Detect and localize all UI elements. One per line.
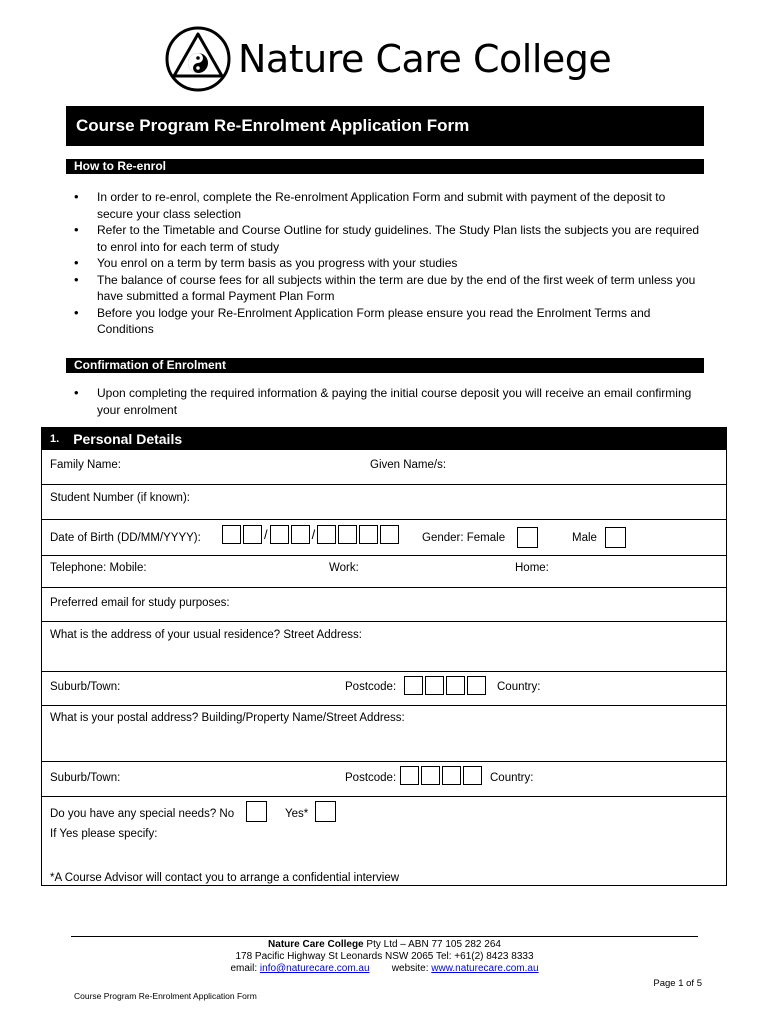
mobile-field[interactable]: Telephone: Mobile: (50, 562, 147, 574)
telephone-row (42, 555, 726, 587)
document-name: Course Program Re-Enrolment Application Form (74, 991, 257, 1001)
personal-details-header (42, 428, 726, 450)
residence-address-field[interactable]: What is the address of your usual residence? Street Address: (50, 629, 362, 641)
how-to-heading: How to Re-enrol (66, 157, 704, 173)
footer-divider (71, 936, 698, 937)
website-link[interactable]: www.naturecare.com.au (431, 963, 539, 974)
form-title: Course Program Re-Enrolment Application Form (66, 106, 704, 146)
footer (71, 939, 698, 975)
residence-country-field[interactable]: Country: (497, 681, 541, 693)
company-abn: Pty Ltd – ABN 77 105 282 264 (363, 939, 501, 950)
yes-label: Yes* (285, 808, 309, 820)
yin-yang-triangle-icon (164, 26, 232, 92)
college-logo (164, 26, 611, 92)
dob-label: Date of Birth (DD/MM/YYYY): (50, 532, 201, 544)
company-line (71, 939, 698, 951)
residence-postcode-boxes[interactable] (404, 676, 488, 695)
special-needs-yes-checkbox[interactable] (315, 801, 336, 822)
how-to-list (74, 189, 704, 338)
special-needs-label: Do you have any special needs? No (50, 808, 235, 820)
personal-details-section (41, 427, 727, 886)
postcode-label: Postcode: (345, 772, 397, 784)
section-title: Personal Details (73, 431, 183, 447)
list-item: • Upon completing the required information & paying the initial course deposit you will receive an email confirming your enrolment (74, 385, 704, 418)
company-name: Nature Care College (268, 939, 364, 950)
confirmation-heading: Confirmation of Enrolment (66, 356, 704, 372)
address-line: 178 Pacific Highway St Leonards NSW 2065 Tel: +61(2) 8423 8333 (235, 951, 534, 962)
work-phone-field[interactable]: Work: (329, 562, 359, 574)
male-checkbox[interactable] (605, 527, 626, 548)
email-link[interactable]: info@naturecare.com.au (259, 963, 370, 974)
postal-postcode-boxes[interactable] (400, 766, 484, 785)
student-number-field[interactable]: Student Number (if known): (50, 492, 190, 504)
website-label: website: (391, 963, 432, 974)
dob-gender-row (42, 519, 726, 555)
logo-text: Nature Care College (238, 37, 612, 81)
postal-suburb-row (42, 761, 726, 796)
female-checkbox[interactable] (517, 527, 538, 548)
family-name-field[interactable]: Family Name: (50, 459, 121, 471)
residence-suburb-row (42, 671, 726, 705)
given-names-field[interactable]: Given Name/s: (370, 459, 447, 471)
list-item: • Refer to the Timetable and Course Outline for study guidelines. The Study Plan lists the subjects you are required to enrol into for each term of study (74, 222, 704, 255)
confirmation-list (74, 385, 704, 418)
postal-country-field[interactable]: Country: (490, 772, 534, 784)
list-item: • In order to re-enrol, complete the Re-enrolment Application Form and submit with payment of the deposit to secure your class selection (74, 189, 704, 222)
student-number-row (42, 484, 726, 519)
email-field[interactable]: Preferred email for study purposes: (50, 597, 230, 609)
postal-address-field[interactable]: What is your postal address? Building/Property Name/Street Address: (50, 712, 405, 724)
dob-boxes[interactable]: / / (222, 525, 401, 544)
home-phone-field[interactable]: Home: (515, 562, 549, 574)
postal-suburb-field[interactable]: Suburb/Town: (50, 772, 121, 784)
residence-row (42, 621, 726, 671)
specify-field[interactable]: If Yes please specify: (50, 828, 158, 840)
name-row (42, 450, 726, 484)
section-number: 1. (50, 433, 60, 445)
postcode-label: Postcode: (345, 681, 397, 693)
special-needs-no-checkbox[interactable] (246, 801, 267, 822)
email-row (42, 587, 726, 621)
list-item: • You enrol on a term by term basis as you progress with your studies (74, 255, 704, 272)
gender-label: Gender: Female (422, 532, 506, 544)
contact-line (71, 963, 698, 975)
postal-row (42, 705, 726, 761)
email-label: email: (230, 963, 260, 974)
page-number: Page 1 of 5 (653, 978, 702, 989)
list-item: • The balance of course fees for all subjects within the term are due by the end of the first week of term unless you have submitted a formal Payment Plan Form (74, 272, 704, 305)
special-needs-row (42, 796, 726, 885)
list-item: • Before you lodge your Re-Enrolment Application Form please ensure you read the Enrolment Terms and Conditions (74, 305, 704, 338)
residence-suburb-field[interactable]: Suburb/Town: (50, 681, 121, 693)
male-label: Male (572, 532, 597, 544)
advisor-note: *A Course Advisor will contact you to arrange a confidential interview (50, 872, 400, 884)
